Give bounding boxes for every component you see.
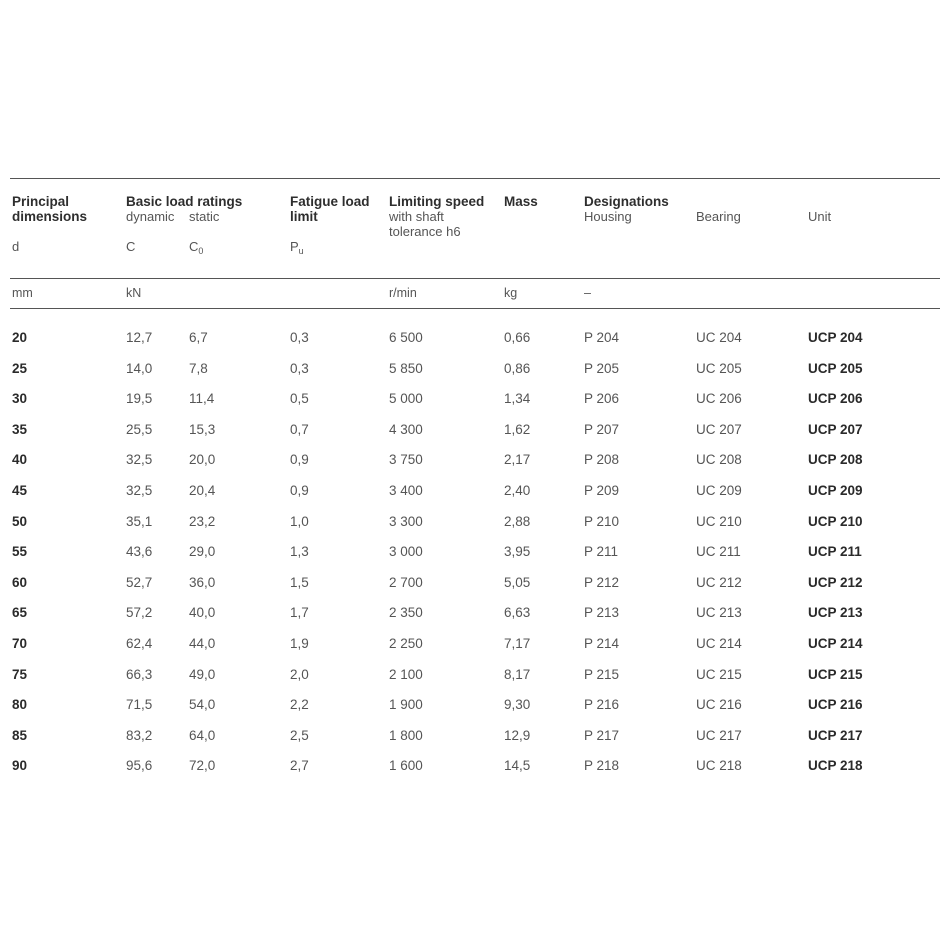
cell-unit: UCP 204 xyxy=(808,330,863,345)
header-principal-line2: dimensions xyxy=(12,209,88,224)
cell-fatigue-limit: 1,0 xyxy=(290,513,309,529)
cell-d: 45 xyxy=(12,483,28,498)
cell-fatigue-limit: 0,9 xyxy=(290,483,309,498)
table-row xyxy=(0,361,951,377)
cell-limiting-speed: 6 500 xyxy=(389,330,423,345)
cell-dynamic: 32,5 xyxy=(126,452,153,468)
cell-mass: 2,88 xyxy=(504,513,531,529)
cell-fatigue-limit: 2,2 xyxy=(290,697,309,713)
cell-mass: 9,30 xyxy=(504,697,531,713)
cell-limiting-speed: 3 000 xyxy=(389,544,423,560)
cell-limiting-speed: 1 900 xyxy=(389,697,423,713)
cell-bearing: UC 207 xyxy=(696,421,742,437)
cell-static: 15,3 xyxy=(189,421,216,437)
cell-mass: 14,5 xyxy=(504,758,531,774)
cell-dynamic: 83,2 xyxy=(126,727,153,743)
cell-limiting-speed: 1 600 xyxy=(389,758,423,774)
cell-static: 23,2 xyxy=(189,513,216,529)
cell-bearing: UC 213 xyxy=(696,605,742,621)
cell-unit: UCP 208 xyxy=(808,452,863,468)
cell-housing: P 205 xyxy=(584,360,620,376)
cell-d: 40 xyxy=(12,452,28,468)
cell-bearing: UC 209 xyxy=(696,483,742,498)
cell-dynamic: 66,3 xyxy=(126,666,153,682)
header-speed-line1: Limiting speed xyxy=(389,194,485,209)
header-dynamic: dynamic xyxy=(126,209,175,224)
table-row xyxy=(0,330,951,346)
cell-static: 20,4 xyxy=(189,483,216,498)
unit-dash: – xyxy=(584,286,591,300)
header-housing: Housing xyxy=(584,209,632,224)
cell-d: 65 xyxy=(12,605,28,621)
cell-limiting-speed: 3 300 xyxy=(389,513,423,529)
cell-dynamic: 14,0 xyxy=(126,360,153,376)
cell-dynamic: 32,5 xyxy=(126,483,153,498)
cell-housing: P 213 xyxy=(584,605,620,621)
header-speed-line2: with shaft xyxy=(389,209,444,224)
cell-unit: UCP 206 xyxy=(808,391,863,407)
cell-d: 20 xyxy=(12,330,28,345)
cell-fatigue-limit: 2,7 xyxy=(290,758,309,774)
cell-d: 85 xyxy=(12,727,28,743)
cell-mass: 2,40 xyxy=(504,483,531,498)
cell-bearing: UC 212 xyxy=(696,574,742,590)
cell-bearing: UC 208 xyxy=(696,452,742,468)
symbol-d: d xyxy=(12,239,20,254)
symbol-c0-base: C xyxy=(189,239,199,254)
cell-static: 44,0 xyxy=(189,636,216,651)
cell-bearing: UC 211 xyxy=(696,544,741,560)
symbol-pu xyxy=(290,239,304,259)
cell-dynamic: 95,6 xyxy=(126,758,153,774)
cell-unit: UCP 212 xyxy=(808,574,863,590)
cell-mass: 12,9 xyxy=(504,727,531,743)
cell-limiting-speed: 5 000 xyxy=(389,391,423,407)
cell-d: 60 xyxy=(12,574,28,590)
cell-bearing: UC 217 xyxy=(696,727,742,743)
cell-dynamic: 57,2 xyxy=(126,605,153,621)
cell-fatigue-limit: 0,9 xyxy=(290,452,309,468)
cell-static: 40,0 xyxy=(189,605,216,621)
cell-unit: UCP 214 xyxy=(808,636,863,651)
cell-housing: P 212 xyxy=(584,574,620,590)
unit-rmin: r/min xyxy=(389,286,417,300)
unit-kg: kg xyxy=(504,286,518,300)
table-row xyxy=(0,391,951,407)
table-row xyxy=(0,514,951,530)
cell-unit: UCP 215 xyxy=(808,666,863,682)
cell-housing: P 214 xyxy=(584,636,620,651)
cell-static: 49,0 xyxy=(189,666,216,682)
cell-housing: P 217 xyxy=(584,727,620,743)
cell-limiting-speed: 5 850 xyxy=(389,360,423,376)
cell-limiting-speed: 1 800 xyxy=(389,727,423,743)
cell-bearing: UC 215 xyxy=(696,666,742,682)
cell-fatigue-limit: 2,5 xyxy=(290,727,309,743)
header-designations: Designations xyxy=(584,194,669,209)
symbol-c0 xyxy=(189,239,203,259)
cell-fatigue-limit: 2,0 xyxy=(290,666,309,682)
cell-fatigue-limit: 1,9 xyxy=(290,636,309,651)
table-row xyxy=(0,758,951,774)
header-basic-load: Basic load ratings xyxy=(126,194,243,209)
cell-d: 90 xyxy=(12,758,28,774)
header-bearing: Bearing xyxy=(696,209,741,224)
cell-housing: P 208 xyxy=(584,452,620,468)
header-static: static xyxy=(189,209,220,224)
cell-fatigue-limit: 1,7 xyxy=(290,605,309,621)
cell-unit: UCP 210 xyxy=(808,513,863,529)
cell-limiting-speed: 3 750 xyxy=(389,452,423,468)
table-row xyxy=(0,452,951,468)
cell-dynamic: 52,7 xyxy=(126,574,153,590)
cell-housing: P 207 xyxy=(584,421,620,437)
cell-mass: 1,34 xyxy=(504,391,531,407)
cell-fatigue-limit: 1,3 xyxy=(290,544,309,560)
cell-dynamic: 62,4 xyxy=(126,636,153,651)
cell-mass: 2,17 xyxy=(504,452,531,468)
header-rule xyxy=(10,278,940,279)
table-row xyxy=(0,636,951,652)
table-row xyxy=(0,667,951,683)
cell-mass: 7,17 xyxy=(504,636,531,651)
cell-static: 54,0 xyxy=(189,697,216,713)
cell-bearing: UC 204 xyxy=(696,330,742,345)
cell-fatigue-limit: 0,7 xyxy=(290,421,309,437)
cell-bearing: UC 205 xyxy=(696,360,742,376)
header-mass: Mass xyxy=(504,194,538,209)
cell-unit: UCP 213 xyxy=(808,605,863,621)
cell-bearing: UC 206 xyxy=(696,391,742,407)
cell-static: 36,0 xyxy=(189,574,216,590)
cell-static: 11,4 xyxy=(189,391,215,407)
cell-limiting-speed: 2 100 xyxy=(389,666,423,682)
cell-mass: 0,66 xyxy=(504,330,531,345)
cell-d: 50 xyxy=(12,513,28,529)
cell-dynamic: 35,1 xyxy=(126,513,153,529)
header-principal-line1: Principal xyxy=(12,194,70,209)
cell-d: 75 xyxy=(12,666,28,682)
cell-housing: P 216 xyxy=(584,697,620,713)
cell-housing: P 211 xyxy=(584,544,619,560)
cell-mass: 0,86 xyxy=(504,360,531,376)
cell-housing: P 206 xyxy=(584,391,620,407)
symbol-pu-base: P xyxy=(290,239,299,254)
cell-limiting-speed: 2 350 xyxy=(389,605,423,621)
header-speed-line3: tolerance h6 xyxy=(389,224,461,239)
cell-unit: UCP 217 xyxy=(808,727,863,743)
cell-unit: UCP 218 xyxy=(808,758,863,774)
cell-bearing: UC 210 xyxy=(696,513,742,529)
cell-mass: 5,05 xyxy=(504,574,531,590)
cell-d: 80 xyxy=(12,697,28,713)
cell-static: 29,0 xyxy=(189,544,216,560)
cell-dynamic: 12,7 xyxy=(126,330,153,345)
cell-mass: 1,62 xyxy=(504,421,531,437)
symbol-c: C xyxy=(126,239,136,254)
cell-unit: UCP 211 xyxy=(808,544,862,560)
table-row xyxy=(0,605,951,621)
symbol-pu-sub: u xyxy=(298,246,304,256)
cell-housing: P 209 xyxy=(584,483,620,498)
table-row xyxy=(0,575,951,591)
cell-housing: P 204 xyxy=(584,330,620,345)
table-row xyxy=(0,544,951,560)
header-fatigue-line1: Fatigue load xyxy=(290,194,370,209)
cell-limiting-speed: 2 700 xyxy=(389,574,423,590)
cell-d: 55 xyxy=(12,544,28,560)
table-row xyxy=(0,483,951,499)
unit-kn: kN xyxy=(126,286,142,300)
symbol-c0-sub: 0 xyxy=(198,246,204,256)
unit-mm: mm xyxy=(12,286,33,300)
cell-mass: 8,17 xyxy=(504,666,531,682)
cell-unit: UCP 209 xyxy=(808,483,863,498)
top-rule xyxy=(10,178,940,179)
cell-mass: 6,63 xyxy=(504,605,531,621)
table-row xyxy=(0,697,951,713)
cell-d: 30 xyxy=(12,391,28,407)
cell-fatigue-limit: 0,3 xyxy=(290,360,309,376)
cell-static: 6,7 xyxy=(189,330,208,345)
cell-dynamic: 43,6 xyxy=(126,544,153,560)
cell-limiting-speed: 2 250 xyxy=(389,636,423,651)
cell-mass: 3,95 xyxy=(504,544,531,560)
cell-d: 25 xyxy=(12,360,28,376)
cell-housing: P 218 xyxy=(584,758,620,774)
cell-bearing: UC 214 xyxy=(696,636,742,651)
cell-bearing: UC 218 xyxy=(696,758,742,774)
cell-d: 70 xyxy=(12,636,28,651)
units-rule xyxy=(10,308,940,309)
cell-fatigue-limit: 0,3 xyxy=(290,330,309,345)
cell-fatigue-limit: 0,5 xyxy=(290,391,309,407)
cell-dynamic: 19,5 xyxy=(126,391,153,407)
cell-static: 7,8 xyxy=(189,360,208,376)
cell-bearing: UC 216 xyxy=(696,697,742,713)
cell-unit: UCP 205 xyxy=(808,360,863,376)
cell-housing: P 215 xyxy=(584,666,620,682)
cell-static: 20,0 xyxy=(189,452,216,468)
cell-unit: UCP 207 xyxy=(808,421,863,437)
cell-dynamic: 25,5 xyxy=(126,421,153,437)
cell-limiting-speed: 3 400 xyxy=(389,483,423,498)
cell-limiting-speed: 4 300 xyxy=(389,421,423,437)
table-row xyxy=(0,728,951,744)
cell-d: 35 xyxy=(12,421,28,437)
table-row xyxy=(0,422,951,438)
cell-fatigue-limit: 1,5 xyxy=(290,574,309,590)
cell-static: 64,0 xyxy=(189,727,216,743)
cell-dynamic: 71,5 xyxy=(126,697,153,713)
header-fatigue-line2: limit xyxy=(290,209,318,224)
cell-unit: UCP 216 xyxy=(808,697,863,713)
cell-housing: P 210 xyxy=(584,513,620,529)
header-unit: Unit xyxy=(808,209,832,224)
cell-static: 72,0 xyxy=(189,758,216,774)
